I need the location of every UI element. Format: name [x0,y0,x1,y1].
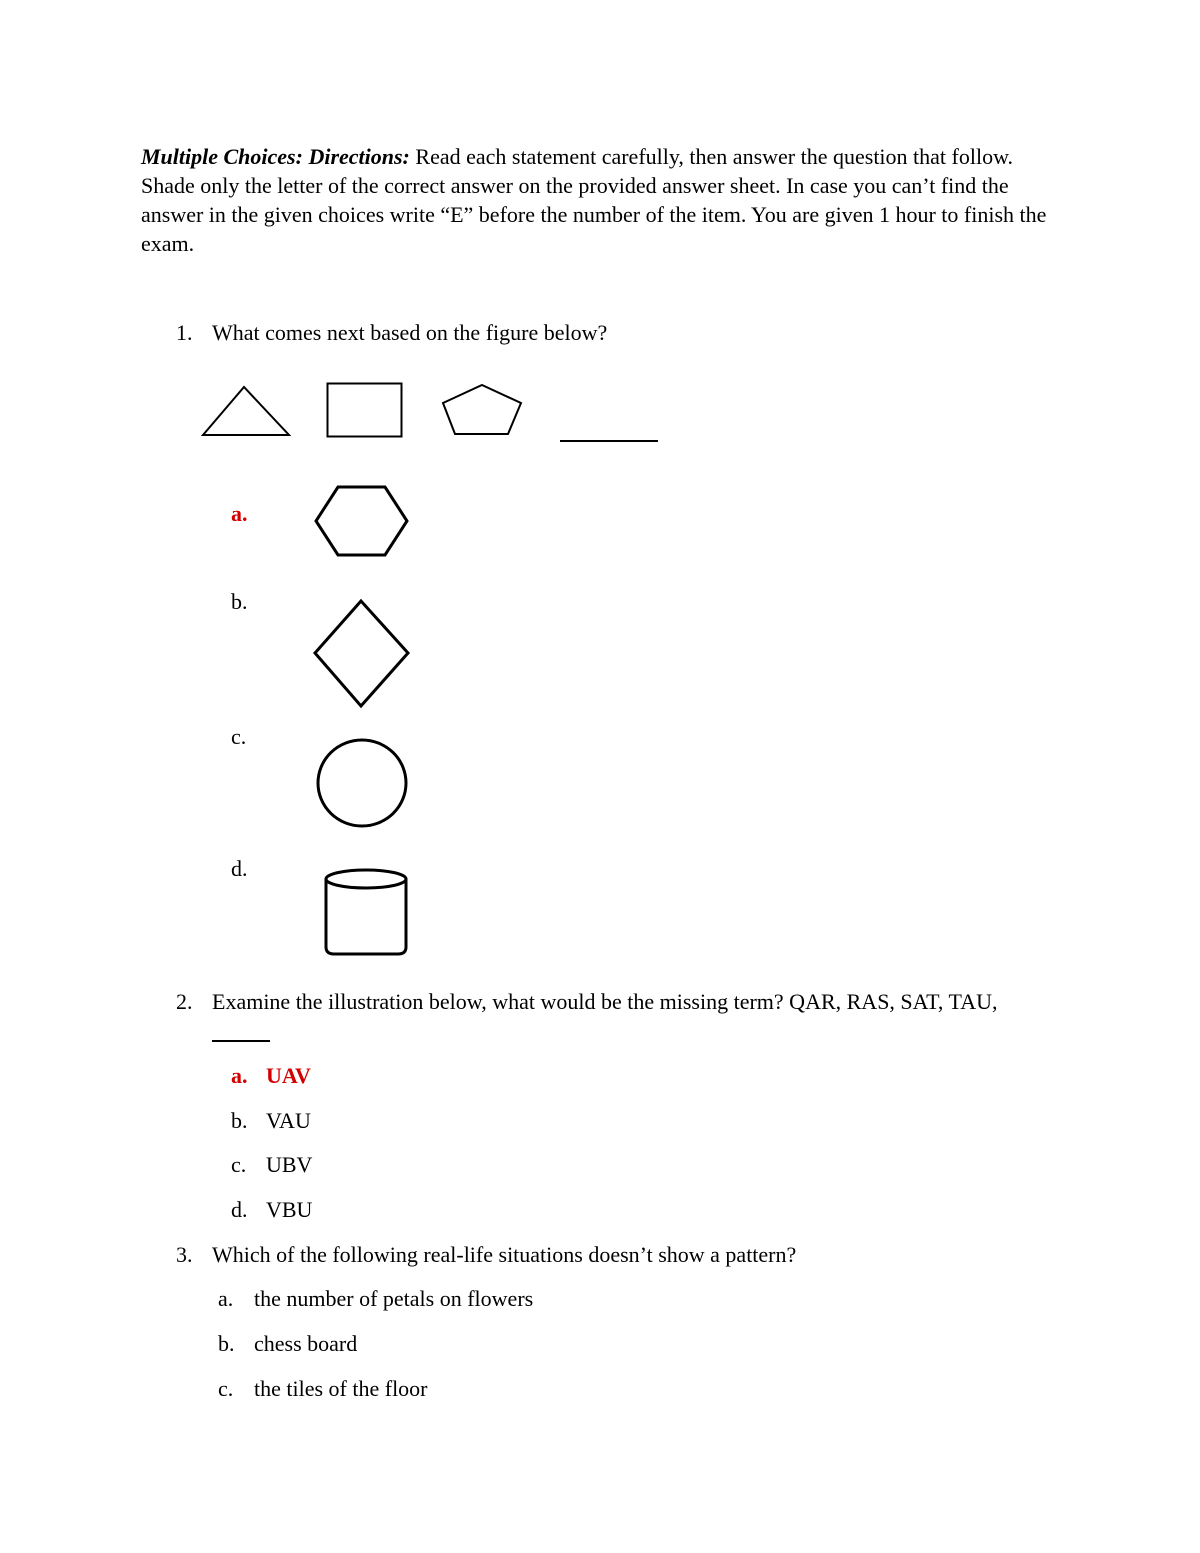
q2-choice-b-text: VAU [266,1108,311,1133]
q2-question: Examine the illustration below, what would be the missing term? QAR, RAS, SAT, TAU, [212,989,998,1014]
q3-number: 3. [176,1242,193,1267]
q1-choice-d-letter: d. [231,856,248,881]
q1-number: 1. [176,320,193,345]
directions-paragraph [141,142,1066,258]
q2-choice-b-letter: b. [231,1108,248,1133]
q2-number: 2. [176,989,193,1014]
pentagon-icon [440,383,524,437]
directions-text: Read each statement carefully, then answer the question that follow. Shade only the letter of the correct answer on the provided answer sheet. In case you can’t find the answer in the given choices write “E” before the number of the item. You are given 1 hour to finish the exam. [141,144,1047,256]
q3-choice-a-letter: a. [218,1286,234,1311]
q1-choice-b-letter: b. [231,589,248,614]
q2-choice-a-text: UAV [266,1063,311,1088]
q3-choice-a-text: the number of petals on flowers [254,1286,534,1311]
q2-choice-d-text: VBU [266,1197,313,1222]
diamond-icon [312,598,411,709]
q3-question: Which of the following real-life situations doesn’t show a pattern? [212,1242,797,1267]
circle-icon [314,737,410,829]
answer-blank [560,440,658,442]
q2-choice-a-letter: a. [231,1063,248,1088]
q1-choice-c-letter: c. [231,724,247,749]
q3-choice-b-text: chess board [254,1331,358,1356]
q3-choice-b-letter: b. [218,1331,235,1356]
q1-choice-a-letter: a. [231,501,248,526]
q3-choice-c-letter: c. [218,1376,234,1401]
q2-answer-blank [212,1040,270,1042]
triangle-icon [200,384,292,438]
directions-label: Multiple Choices: Directions: [141,144,410,169]
hexagon-icon [313,485,410,558]
q2-choice-c-text: UBV [266,1152,313,1177]
rectangle-icon [326,382,403,438]
cylinder-icon [322,867,410,957]
q2-choice-c-letter: c. [231,1152,247,1177]
q3-choice-c-text: the tiles of the floor [254,1376,428,1401]
q1-question: What comes next based on the figure below? [212,320,608,345]
q2-choice-d-letter: d. [231,1197,248,1222]
